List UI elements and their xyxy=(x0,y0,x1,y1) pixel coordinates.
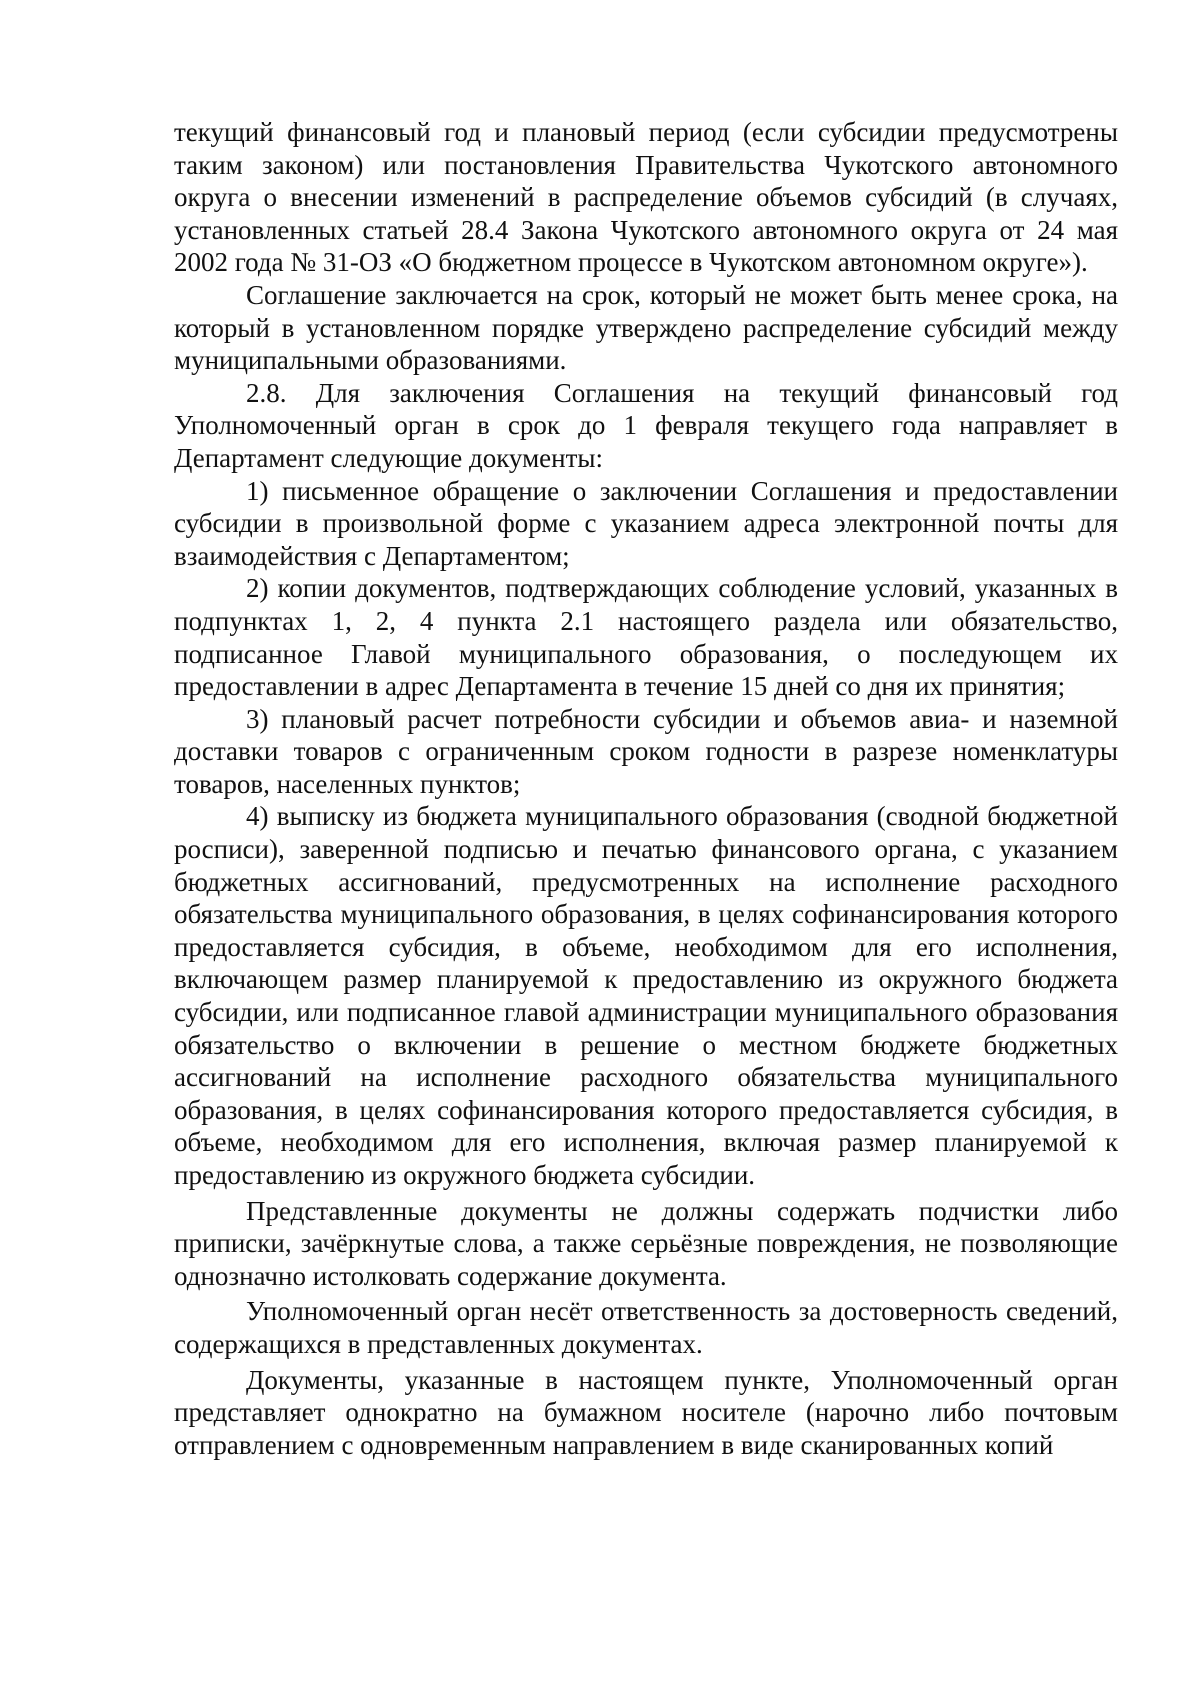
paragraph-responsibility: Уполномоченный орган несёт ответственность за достоверность сведений, содержащихся в представленных документах. xyxy=(174,1296,1118,1359)
paragraph-submission: Документы, указанные в настоящем пункте, Уполномоченный орган представляет однократно на бумажном носителе (нарочно либо почтовым отправлением с одновременным направлением в виде сканированных копий xyxy=(174,1364,1118,1460)
paragraph-documents-requirements: Представленные документы не должны содержать подчистки либо приписки, зачёркнутые слова, а также серьёзные повреждения, не позволяющие однозначно истолковать содержание документа. xyxy=(174,1195,1118,1291)
paragraph-item-3: 3) плановый расчет потребности субсидии и объемов авиа- и наземной доставки товаров с ограниченным сроком годности в разрезе номенклатуры товаров, населенных пунктов; xyxy=(174,703,1118,799)
paragraph-continuation: текущий финансовый год и плановый период (если субсидии предусмотрены таким законом) или постановления Правительства Чукотского автономного округа о внесении изменений в распределение объемов субсидий (в случаях, установленных статьей 28.4 Закона Чукотского автономного округа от 24 мая 2002 года № 31-ОЗ «О бюджетном процессе в Чукотском автономном округе»). xyxy=(174,117,1118,278)
paragraph-item-2: 2) копии документов, подтверждающих соблюдение условий, указанных в подпунктах 1, 2, 4 пункта 2.1 настоящего раздела или обязательство, подписанное Главой муниципального образования, о последующем их предоставлении в адрес Департамента в течение 15 дней со дня их принятия; xyxy=(174,573,1118,702)
paragraph-agreement-term: Соглашение заключается на срок, который не может быть менее срока, на который в установленном порядке утверждено распределение субсидий между муниципальными образованиями. xyxy=(174,279,1118,376)
paragraph-2-8: 2.8. Для заключения Соглашения на текущий финансовый год Уполномоченный орган в срок до 1 февраля текущего года направляет в Департамент следующие документы: xyxy=(174,377,1118,473)
document-body xyxy=(174,116,1118,1461)
paragraph-item-4: 4) выписку из бюджета муниципального образования (сводной бюджетной росписи), заверенной подписью и печатью финансового органа, с указанием бюджетных ассигнований, предусмотренных на исполнение расходного обязательства муниципального образования, в целях софинансирования которого предоставляется субсидия, в объеме, необходимом для его исполнения, включающем размер планируемой к предоставлению из окружного бюджета субсидии, или подписанное главой администрации муниципального образования обязательство о включении в решение о местном бюджете бюджетных ассигнований на исполнение расходного обязательства муниципального образования, в целях софинансирования которого предоставляется субсидия, в объеме, необходимом для его исполнения, включая размер планируемой к предоставлению из окружного бюджета субсидии. xyxy=(174,801,1118,1190)
paragraph-item-1: 1) письменное обращение о заключении Соглашения и предоставлении субсидии в произвольной форме с указанием адреса электронной почты для взаимодействия с Департаментом; xyxy=(174,475,1118,571)
